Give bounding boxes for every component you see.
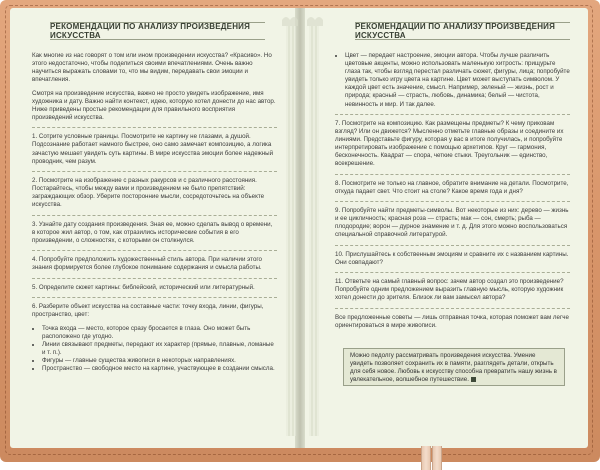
tip-item: 6. Разберите объект искусства на составные части: точку входа, линии, фигуры, пространство, цвет: xyxy=(32,303,264,319)
divider xyxy=(32,278,277,279)
note-text: Можно педолгу рассматривать произведения искусства. Умение увидеть позволяет сохранить их в памяти, разглядеть детали, открыть для себя новое. Любовь к искусству способна превратить нашу жизнь в увлекательное, волшебное путешествие. xyxy=(350,352,557,384)
list-item: • Пространство — свободное место на картине, участвующее в создании смысла. xyxy=(42,365,277,373)
divider xyxy=(32,250,277,251)
tip-item: 9. Попробуйте найти предметы-символы. Вот некоторые из них: дерево — жизнь и ее цикличность; красная роза — страсть; мак — сон, смерть; рыба — плодородие; ворон — дурное знамение и т. д. Для этого можно воспользоваться специальной справочной литературой. xyxy=(335,207,569,239)
divider xyxy=(335,245,570,246)
list-item: • Линии связывают предметы, передают их характер (прямые, плавные, ломаные и т. п.). xyxy=(42,341,277,357)
element-list xyxy=(32,325,277,374)
divider xyxy=(32,215,277,216)
intro-paragraph: Как многие из нас говорят о том или ином произведении искусства? «Красиво». Но этого недостаточно, чтобы поделиться своими впечатлениями. Очень важно научиться выражать словами то, что мы видим, передавать свои эмоции и впечатления. xyxy=(32,52,272,84)
divider xyxy=(335,308,570,309)
divider xyxy=(335,201,570,202)
intro-paragraph: Смотря на произведение искусства, важно не просто увидеть изображение, имя художника и дату. Важно найти контекст, идею, которую хотел донести до нас автор. Ниже приведены простые рекомендации для правильного восприятия произведений искусства. xyxy=(32,89,276,121)
bookmark-ribbon xyxy=(421,446,431,470)
tip-item: 2. Посмотрите на изображение с разных ракурсов и с различного расстояния. Постарайтесь, чтобы между вами и произведением не было препятствий: заграждающих обзор. Уберите посторонние мысли, сосредоточьтесь на объекте искусства. xyxy=(32,177,265,209)
divider xyxy=(32,297,277,298)
list-item: • Точка входа — место, которое сразу бросается в глаза. Оно может быть расположено где угодно. xyxy=(42,325,277,341)
closing-paragraph: Все предложенные советы — лишь отправная точка, которая поможет вам легче ориентироваться в мире живописи. xyxy=(335,313,569,329)
list-item: • Цвет — передает настроение, эмоции автора. Чтобы лучше различить цветовые акценты, можно использовать маленькую хитрость: прищурьте глаза так, чтобы взгляд перестал различать сюжет, фигуры, лица; попробуйте увидеть только игру цвета на картине. Цвет может выступать символом. У каждой цвет есть значение, смысл. Например, зеленый — жизнь, рост и природа; красный — страсть, любовь, динамика; белый — чистота, невинность и мир. И так далее. xyxy=(345,52,570,109)
bookmark-ribbon xyxy=(432,446,442,470)
column-ornament-icon xyxy=(268,10,298,446)
left-page-text xyxy=(32,52,277,377)
tip-item: 4. Попробуйте предположить художественный стиль автора. При наличии этого знания формируется более глубокое понимание содержания и смысла работы. xyxy=(32,256,262,272)
divider xyxy=(335,174,570,175)
tip-item: 11. Ответьте на самый главный вопрос: зачем автор создал это произведение? Попробуйте одним предложением выразить главную мысль, которую художник хотел донести до зрителя. Близок ли вам замысел автора? xyxy=(335,278,564,302)
tip-item: 5. Определите сюжет картины: библейский, исторический или литературный. xyxy=(32,283,255,291)
divider xyxy=(335,114,570,115)
left-page xyxy=(10,8,295,448)
tip-item: 3. Узнайте дату создания произведения. Зная ее, можно сделать вывод о времени, в которое жил автор, о том, как отразились исторические события в его произведении, о сложностях, с которыми он столкнулся. xyxy=(32,220,273,244)
list-item: • Фигуры — главные существа живописи в некоторых направлениях. xyxy=(42,357,277,365)
column-ornament-icon xyxy=(307,10,337,446)
right-page-header: РЕКОМЕНДАЦИИ ПО АНАЛИЗУ ПРОИЗВЕДЕНИЯ ИСКУССТВА xyxy=(355,22,570,40)
divider xyxy=(32,127,277,128)
right-page-text xyxy=(335,52,570,335)
right-page xyxy=(305,8,588,448)
tip-item: 10. Прислушайтесь к собственным эмоциям и сравните их с названием картины. Они совпадают? xyxy=(335,250,569,266)
left-page-header: РЕКОМЕНДАЦИИ ПО АНАЛИЗУ ПРОИЗВЕДЕНИЯ ИСКУССТВА xyxy=(50,22,265,40)
tip-item: 1. Сотрите условные границы. Посмотрите не картину не глазами, а душой. Подсознание работает намного быстрее, оно само замечает композицию, а логика зачастую мешает увидеть суть картины. В мире искусства эмоции более надежный проводник, чем разум. xyxy=(32,133,274,165)
divider xyxy=(335,272,570,273)
tip-item: 7. Посмотрите на композицию. Как размещены предметы? К чему приковам взгляд? Или он движется? Мысленно отметьте главные образы и соедините их линиями. Представьте фигуру, которая у вас в итоге получилась, и попробуйте интерпретировать изображение с помощью архетипов. Круг — гармония, бесконечность. Квадрат — спора, четкие стыки. Треугольник — единство, всекрешение. xyxy=(335,119,564,168)
color-bullet-list xyxy=(335,52,570,109)
square-bullet-icon xyxy=(471,377,476,382)
divider xyxy=(32,171,277,172)
note-box xyxy=(343,348,565,386)
tip-item: 8. Посмотрите не только на главное, обратите внимание на детали. Посмотрите, откуда падает свет. Что стоит на столе? Какое время года и дня? xyxy=(335,179,569,195)
